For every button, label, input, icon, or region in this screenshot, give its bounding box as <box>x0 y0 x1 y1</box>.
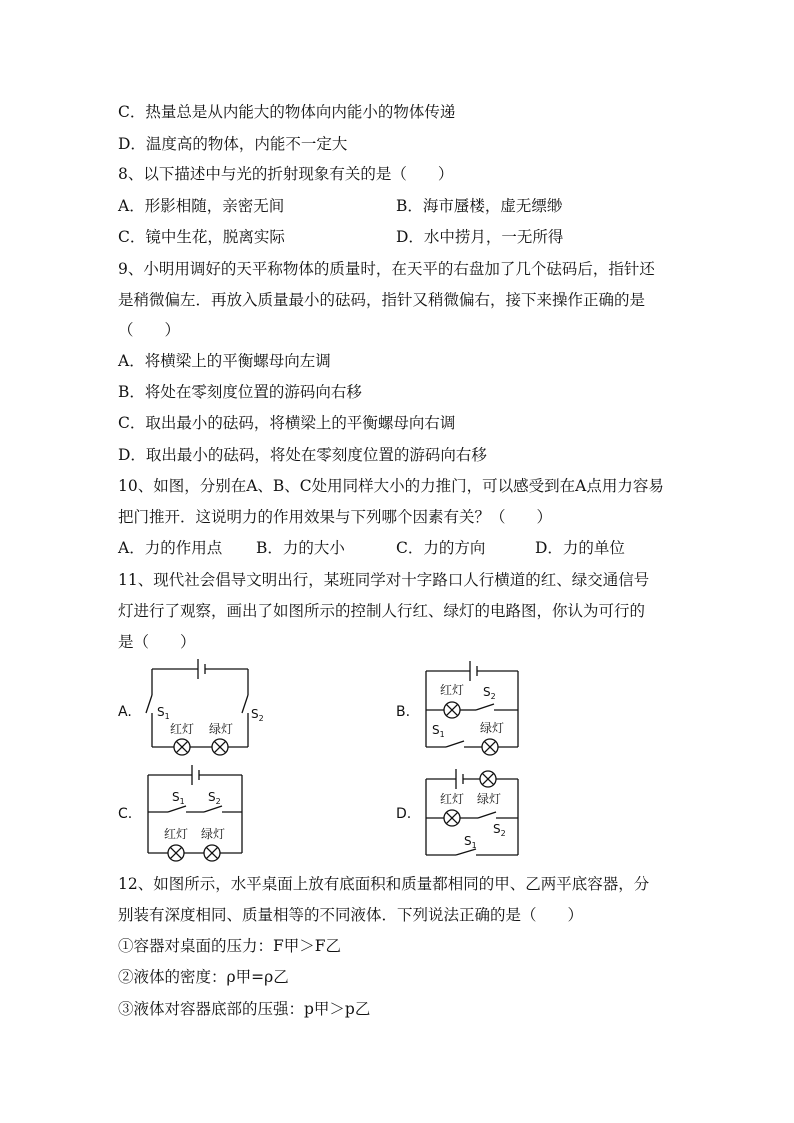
q11-stem-line3: 是（ ） <box>118 633 196 651</box>
q7-option-d: D．温度高的物体，内能不一定大 <box>118 135 348 153</box>
lamp-icon <box>482 739 498 755</box>
lamp-label: 绿灯 <box>480 721 505 735</box>
lamp-label: 红灯 <box>440 792 465 806</box>
lamp-icon <box>444 702 460 718</box>
q9-stem-line3: （ ） <box>118 321 181 339</box>
option-c-label: C. <box>118 806 133 822</box>
switch-label: $S_1$ <box>432 723 445 739</box>
switch-label: $S_1$ <box>157 705 170 721</box>
q12-statement-1: ①容器对桌面的压力：F甲＞F乙 <box>118 937 342 955</box>
q11-circuit-diagrams <box>0 655 794 875</box>
q9-option-d: D．取出最小的砝码，将处在零刻度位置的游码向右移 <box>118 446 487 464</box>
option-b-label: B. <box>396 704 411 720</box>
q9-stem-line2: 是稍微偏左．再放入质量最小的砝码，指针又稍微偏右，接下来操作正确的是 <box>118 291 646 309</box>
circuit-c <box>148 765 242 853</box>
lamp-label: 绿灯 <box>477 792 502 806</box>
q8-option-d: D．水中捞月，一无所得 <box>396 228 564 246</box>
switch-label: $S_2$ <box>483 685 496 701</box>
lamp-icon <box>174 739 190 755</box>
lamp-icon <box>212 739 228 755</box>
switch-label: $S_1$ <box>172 790 185 806</box>
q10-stem-line2: 把门推开．这说明力的作用效果与下列哪个因素有关？（ ） <box>118 508 553 526</box>
q8-stem: 8、以下描述中与光的折射现象有关的是（ ） <box>118 165 454 183</box>
q10-option-b: B．力的大小 <box>256 539 345 557</box>
q8-option-b: B．海市蜃楼，虚无缥缈 <box>396 197 563 215</box>
q10-option-d: D．力的单位 <box>535 539 625 557</box>
lamp-label: 红灯 <box>440 683 465 697</box>
option-d-label: D. <box>396 806 412 822</box>
q9-option-a: A．将横梁上的平衡螺母向左调 <box>118 352 331 370</box>
switch-label: $S_2$ <box>251 707 264 723</box>
q9-option-b: B．将处在零刻度位置的游码向右移 <box>118 383 362 401</box>
q10-option-a: A．力的作用点 <box>118 539 223 557</box>
q12-statement-3: ③液体对容器底部的压强：p甲＞p乙 <box>118 1000 371 1018</box>
q12-stem-line2: 别装有深度相同、质量相等的不同液体．下列说法正确的是（ ） <box>118 906 584 924</box>
lamp-icon <box>204 845 220 861</box>
q8-option-a: A．形影相随，亲密无间 <box>118 197 285 215</box>
lamp-label: 绿灯 <box>209 722 234 736</box>
lamp-icon <box>480 771 496 787</box>
q9-option-c: C．取出最小的砝码，将横梁上的平衡螺母向右调 <box>118 414 456 432</box>
q9-stem-line1: 9、小明用调好的天平称物体的质量时，在天平的右盘加了几个砝码后，指针还 <box>118 260 655 278</box>
lamp-icon <box>168 845 184 861</box>
q7-option-c: C．热量总是从内能大的物体向内能小的物体传递 <box>118 103 456 121</box>
switch-label: $S_2$ <box>493 822 506 838</box>
lamp-label: 绿灯 <box>201 827 226 841</box>
q12-statement-2: ②液体的密度：ρ甲=ρ乙 <box>118 968 289 986</box>
q8-option-c: C．镜中生花，脱离实际 <box>118 228 285 246</box>
q10-option-c: C．力的方向 <box>396 539 486 557</box>
q10-stem-line1: 10、如图，分别在A、B、C处用同样大小的力推门，可以感受到在A点用力容易 <box>118 477 664 495</box>
lamp-icon <box>444 810 460 826</box>
q12-stem-line1: 12、如图所示，水平桌面上放有底面积和质量都相同的甲、乙两平底容器，分 <box>118 875 650 893</box>
q11-stem-line2: 灯进行了观察，画出了如图所示的控制人行红、绿灯的电路图，你认为可行的 <box>118 602 646 620</box>
switch-label: $S_2$ <box>208 790 221 806</box>
option-a-label: A. <box>118 704 132 720</box>
q11-stem-line1: 11、现代社会倡导文明出行，某班同学对十字路口人行横道的红、绿交通信号 <box>118 571 650 589</box>
lamp-label: 红灯 <box>170 722 195 736</box>
lamp-label: 红灯 <box>164 827 189 841</box>
switch-label: $S_1$ <box>464 834 477 850</box>
